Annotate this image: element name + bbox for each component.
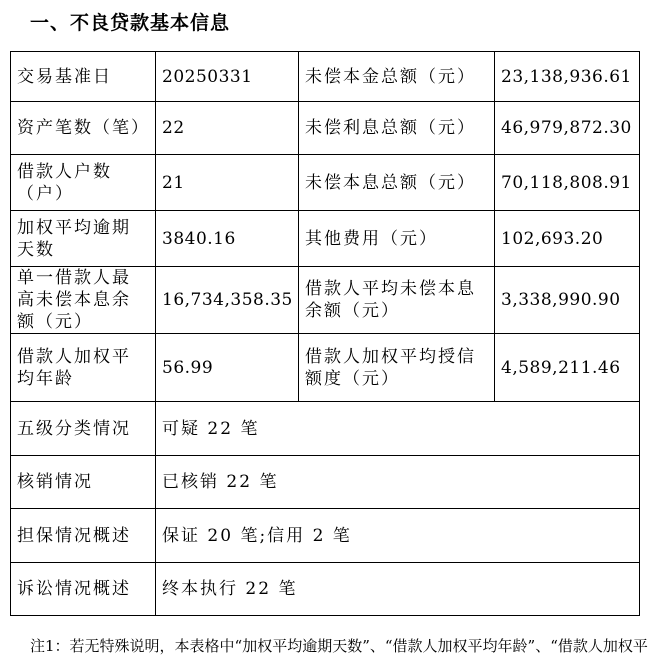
cell-label: 资产笔数（笔）	[11, 102, 156, 155]
table-row	[11, 211, 640, 267]
cell-value: 20250331	[156, 52, 299, 102]
cell-value: 3,338,990.90	[495, 267, 640, 334]
cell-value: 终本执行 22 笔	[156, 563, 640, 616]
cell-value: 已核销 22 笔	[156, 456, 640, 509]
table-row	[11, 102, 640, 155]
cell-label: 借款人加权平均授信额度（元）	[299, 334, 495, 402]
table-row	[11, 563, 640, 616]
loan-info-table	[10, 51, 640, 616]
cell-value: 保证 20 笔;信用 2 笔	[156, 509, 640, 563]
table-row	[11, 402, 640, 456]
cell-value: 56.99	[156, 334, 299, 402]
table-row	[11, 509, 640, 563]
cell-label: 借款人户数（户）	[11, 155, 156, 211]
cell-value: 可疑 22 笔	[156, 402, 640, 456]
cell-label: 五级分类情况	[11, 402, 156, 456]
footnote: 注1：若无特殊说明，本表格中“加权平均逾期天数”、“借款人加权平均年龄”、“借款人加权平	[30, 637, 648, 655]
section-heading: 一、不良贷款基本信息	[30, 12, 231, 34]
cell-label: 未偿利息总额（元）	[299, 102, 495, 155]
cell-value: 22	[156, 102, 299, 155]
table-row	[11, 334, 640, 402]
table-row	[11, 155, 640, 211]
cell-value: 21	[156, 155, 299, 211]
cell-label: 核销情况	[11, 456, 156, 509]
cell-label: 借款人加权平均年龄	[11, 334, 156, 402]
cell-label: 其他费用（元）	[299, 211, 495, 267]
cell-label: 未偿本息总额（元）	[299, 155, 495, 211]
cell-value: 23,138,936.61	[495, 52, 640, 102]
cell-label: 加权平均逾期天数	[11, 211, 156, 267]
table-row	[11, 52, 640, 102]
table-row	[11, 456, 640, 509]
cell-label: 担保情况概述	[11, 509, 156, 563]
table-row	[11, 267, 640, 334]
cell-value: 3840.16	[156, 211, 299, 267]
cell-label: 诉讼情况概述	[11, 563, 156, 616]
cell-value: 102,693.20	[495, 211, 640, 267]
cell-value: 4,589,211.46	[495, 334, 640, 402]
cell-value: 70,118,808.91	[495, 155, 640, 211]
cell-label: 交易基准日	[11, 52, 156, 102]
cell-value: 16,734,358.35	[156, 267, 299, 334]
cell-label: 未偿本金总额（元）	[299, 52, 495, 102]
cell-label: 借款人平均未偿本息余额（元）	[299, 267, 495, 334]
cell-value: 46,979,872.30	[495, 102, 640, 155]
cell-label: 单一借款人最高未偿本息余额（元）	[11, 267, 156, 334]
